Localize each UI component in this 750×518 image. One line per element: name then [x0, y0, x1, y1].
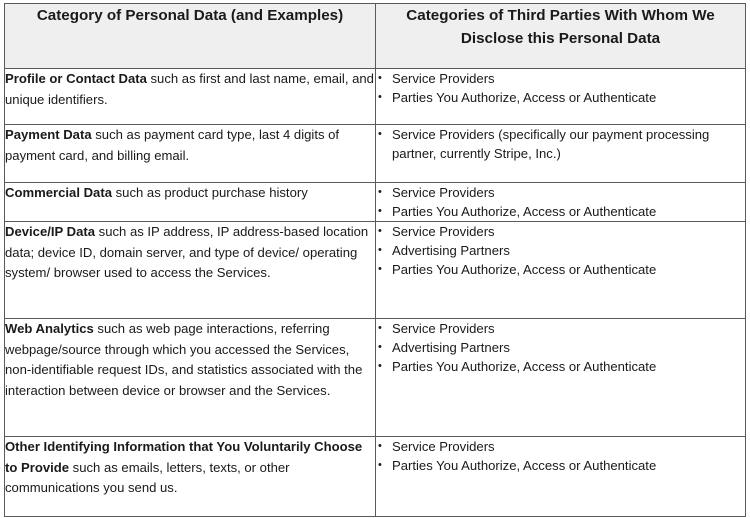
parties-list [376, 125, 745, 163]
list-item [376, 456, 745, 475]
list-item [376, 69, 745, 88]
list-item [376, 437, 745, 456]
category-examples: such as product purchase history [111, 185, 308, 200]
category-examples: such as IP address, IP address-based location data; device ID, domain server, and type of device/ operating system/ browser used to access the Services. [5, 224, 369, 280]
parties-cell [376, 222, 746, 319]
party-label: Parties You Authorize, Access or Authenticate [392, 204, 657, 219]
category-examples: such as first and last name, email, and unique identifiers. [5, 71, 374, 107]
bullet-icon: • [378, 91, 382, 103]
list-item [376, 241, 745, 260]
table-row [5, 222, 746, 319]
parties-cell [376, 183, 746, 222]
party-label: Parties You Authorize, Access or Authenticate [392, 359, 657, 374]
bullet-icon: • [378, 128, 382, 140]
category-name: Other Identifying Information that You Voluntarily Choose to Provide [5, 439, 363, 475]
parties-list [376, 183, 745, 221]
parties-list [376, 437, 745, 475]
bullet-icon: • [378, 341, 382, 353]
list-item [376, 88, 745, 107]
category-name: Device/IP Data [5, 224, 96, 239]
category-cell [5, 125, 376, 183]
bullet-icon: • [378, 263, 382, 275]
bullet-icon: • [378, 440, 382, 452]
category-cell [5, 319, 376, 437]
list-item [376, 319, 745, 338]
category-cell [5, 222, 376, 319]
parties-list [376, 69, 745, 107]
category-examples: such as emails, letters, texts, or other communications you send us. [5, 459, 290, 495]
category-cell [5, 437, 376, 517]
category-name: Commercial Data [5, 185, 112, 200]
table-row [5, 437, 746, 517]
table-row [5, 69, 746, 125]
category-name: Web Analytics [5, 321, 94, 336]
party-label: Parties You Authorize, Access or Authenticate [392, 90, 657, 105]
list-item [376, 183, 745, 202]
party-label: Advertising Partners [392, 340, 510, 355]
parties-cell [376, 319, 746, 437]
personal-data-table [4, 3, 746, 517]
category-name: Profile or Contact Data [5, 71, 147, 86]
category-examples: such as web page interactions, referring webpage/source through which you accessed the Services, non-identifiable request IDs, and statistics associated with the interaction between device or browser and the Services. [5, 321, 363, 398]
header-category: Category of Personal Data (and Examples) [5, 4, 376, 69]
party-label: Service Providers [392, 321, 495, 336]
category-cell [5, 69, 376, 125]
list-item [376, 357, 745, 376]
bullet-icon: • [378, 360, 382, 372]
party-label: Service Providers [392, 224, 495, 239]
list-item [376, 125, 745, 163]
category-name: Payment Data [5, 127, 92, 142]
parties-list [376, 222, 745, 279]
table-row [5, 183, 746, 222]
list-item [376, 338, 745, 357]
header-third-parties: Categories of Third Parties With Whom We Disclose this Personal Data [376, 4, 746, 69]
bullet-icon: • [378, 244, 382, 256]
category-examples: such as payment card type, last 4 digits of payment card, and billing email. [5, 127, 340, 163]
party-label: Service Providers (specifically our payment processing partner, currently Stripe, Inc.) [392, 127, 710, 161]
category-cell [5, 183, 376, 222]
party-label: Advertising Partners [392, 243, 510, 258]
party-label: Service Providers [392, 185, 495, 200]
table-header-row [5, 4, 746, 69]
table-row [5, 319, 746, 437]
parties-list [376, 319, 745, 376]
bullet-icon: • [378, 459, 382, 471]
parties-cell [376, 125, 746, 183]
party-label: Service Providers [392, 439, 495, 454]
party-label: Parties You Authorize, Access or Authenticate [392, 458, 657, 473]
list-item [376, 260, 745, 279]
list-item [376, 202, 745, 221]
bullet-icon: • [378, 72, 382, 84]
parties-cell [376, 437, 746, 517]
bullet-icon: • [378, 225, 382, 237]
party-label: Service Providers [392, 71, 495, 86]
bullet-icon: • [378, 186, 382, 198]
bullet-icon: • [378, 205, 382, 217]
parties-cell [376, 69, 746, 125]
party-label: Parties You Authorize, Access or Authenticate [392, 262, 657, 277]
table-row [5, 125, 746, 183]
bullet-icon: • [378, 322, 382, 334]
list-item [376, 222, 745, 241]
